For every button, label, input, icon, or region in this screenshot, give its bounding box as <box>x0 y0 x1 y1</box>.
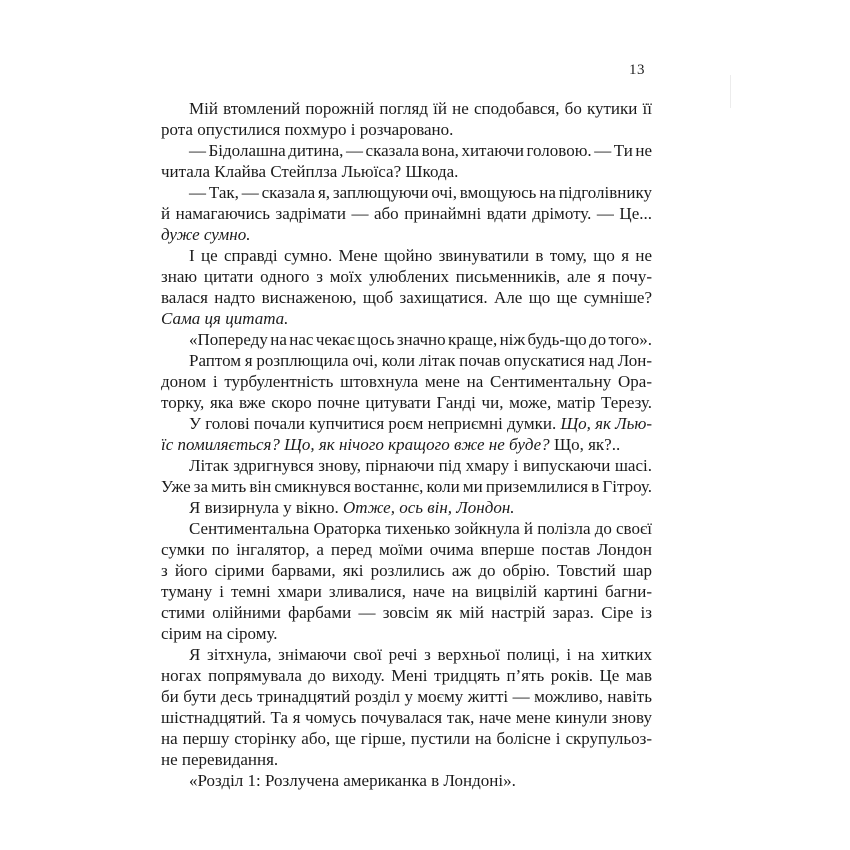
text-segment: — Так, — сказала я, заплющуючи очі, вмощуюсь на підголівнику <box>189 183 652 202</box>
text-segment: Літак здригнувся знову, пірнаючи під хмару і випускаючи шасі. <box>189 456 652 475</box>
text-line <box>161 413 652 434</box>
text-segment: доном і турбулентність штовхнула мене на Сентиментальну Ора- <box>161 372 652 391</box>
text-segment: «Розділ 1: Розлучена американка в Лондоні». <box>189 771 516 790</box>
text-segment: стими олійними фарбами — зовсім як мій настрій зараз. Сіре із <box>161 603 652 622</box>
text-line <box>161 287 652 308</box>
text-segment: ногах попрямувала до виходу. Мені тридцять п’ять років. Це мав <box>161 666 652 685</box>
text-segment-italic: Отже, ось він, Лондон. <box>343 498 515 517</box>
text-line <box>161 329 652 350</box>
text-segment: Я зітхнула, знімаючи свої речі з верхньої полиці, і на хитких <box>189 645 652 664</box>
text-line <box>161 686 652 707</box>
text-segment-italic: дуже сумно. <box>161 225 251 244</box>
text-line <box>161 224 652 245</box>
text-segment-italic: їс помиляється? Що, як нічого кращого вже не буде? <box>161 435 550 454</box>
text-segment: Сентиментальна Ораторка тихенько зойкнула й полізла до своєї <box>189 519 652 538</box>
text-line <box>161 182 652 203</box>
page-text <box>161 98 652 791</box>
text-segment: читала Клайва Стейплза Льюїса? Шкода. <box>161 162 459 181</box>
text-line <box>161 350 652 371</box>
text-line <box>161 140 652 161</box>
text-segment: на першу сторінку або, ще гірше, пустили на болісне і скрупульоз- <box>161 729 652 748</box>
text-line <box>161 665 652 686</box>
text-line <box>161 497 652 518</box>
text-segment: знаю цитати одного з моїх улюблених письменників, але я почу- <box>161 267 652 286</box>
text-segment: сірим на сірому. <box>161 624 278 643</box>
text-line <box>161 476 652 497</box>
text-line <box>161 644 652 665</box>
text-segment: «Попереду на нас чекає щось значно краще, ніж будь-що до того». <box>189 330 652 349</box>
text-line <box>161 455 652 476</box>
text-line <box>161 371 652 392</box>
text-segment: Я визирнула у вікно. <box>189 498 344 517</box>
scan-artifact-line <box>730 75 731 108</box>
text-segment: не перевидання. <box>161 750 279 769</box>
text-segment: з його сірими барвами, які розлились аж до обрію. Товстий шар <box>161 561 652 580</box>
text-line <box>161 308 652 329</box>
text-line <box>161 98 652 119</box>
text-segment-italic: Що, як Лью- <box>560 414 652 433</box>
text-line <box>161 119 652 140</box>
text-segment: Уже за мить він смикнувся востаннє, коли ми приземлилися в Гітроу. <box>161 477 652 496</box>
text-segment-italic: Сама ця цитата. <box>161 309 289 328</box>
text-segment: торку, яка вже скоро почне цитувати Ганді чи, може, матір Терезу. <box>161 393 652 412</box>
page-number: 13 <box>629 62 645 78</box>
text-line <box>161 539 652 560</box>
text-line <box>161 707 652 728</box>
text-line <box>161 560 652 581</box>
text-segment: й намагаючись задрімати — або принаймні вдати дрімоту. — Це... <box>161 204 652 223</box>
text-segment: валася надто виснаженою, щоб захищатися. Але що ще сумніше? <box>161 288 652 307</box>
text-segment: рота опустилися похмуро і розчаровано. <box>161 120 454 139</box>
text-line <box>161 434 652 455</box>
text-line <box>161 203 652 224</box>
text-line <box>161 266 652 287</box>
text-segment: сумки по інгалятор, а перед моїми очима вперше постав Лондон <box>161 540 652 559</box>
text-line <box>161 749 652 770</box>
text-line <box>161 161 652 182</box>
text-segment: би бути десь тринадцятий розділ у моєму житті — можливо, навіть <box>161 687 652 706</box>
text-line <box>161 581 652 602</box>
text-segment: І це справді сумно. Мене щойно звинуватили в тому, що я не <box>189 246 652 265</box>
text-line <box>161 770 652 791</box>
text-segment: Мій втомлений порожній погляд їй не сподобався, бо кутики її <box>189 99 652 118</box>
text-segment: туману і темні хмари зливалися, наче на вицвілій картині багни- <box>161 582 652 601</box>
text-segment: шістнадцятий. Та я чомусь почувалася так, наче мене кинули знову <box>161 708 652 727</box>
text-segment: У голові почали купчитися роєм неприємні думки. <box>189 414 561 433</box>
text-line <box>161 392 652 413</box>
text-line <box>161 518 652 539</box>
text-line <box>161 728 652 749</box>
text-segment: Що, як?.. <box>549 435 621 454</box>
text-segment: Раптом я розплющила очі, коли літак почав опускатися над Лон- <box>189 351 652 370</box>
text-line <box>161 602 652 623</box>
text-line <box>161 623 652 644</box>
text-line <box>161 245 652 266</box>
text-segment: — Бідолашна дитина, — сказала вона, хитаючи головою. — Ти не <box>189 141 652 160</box>
